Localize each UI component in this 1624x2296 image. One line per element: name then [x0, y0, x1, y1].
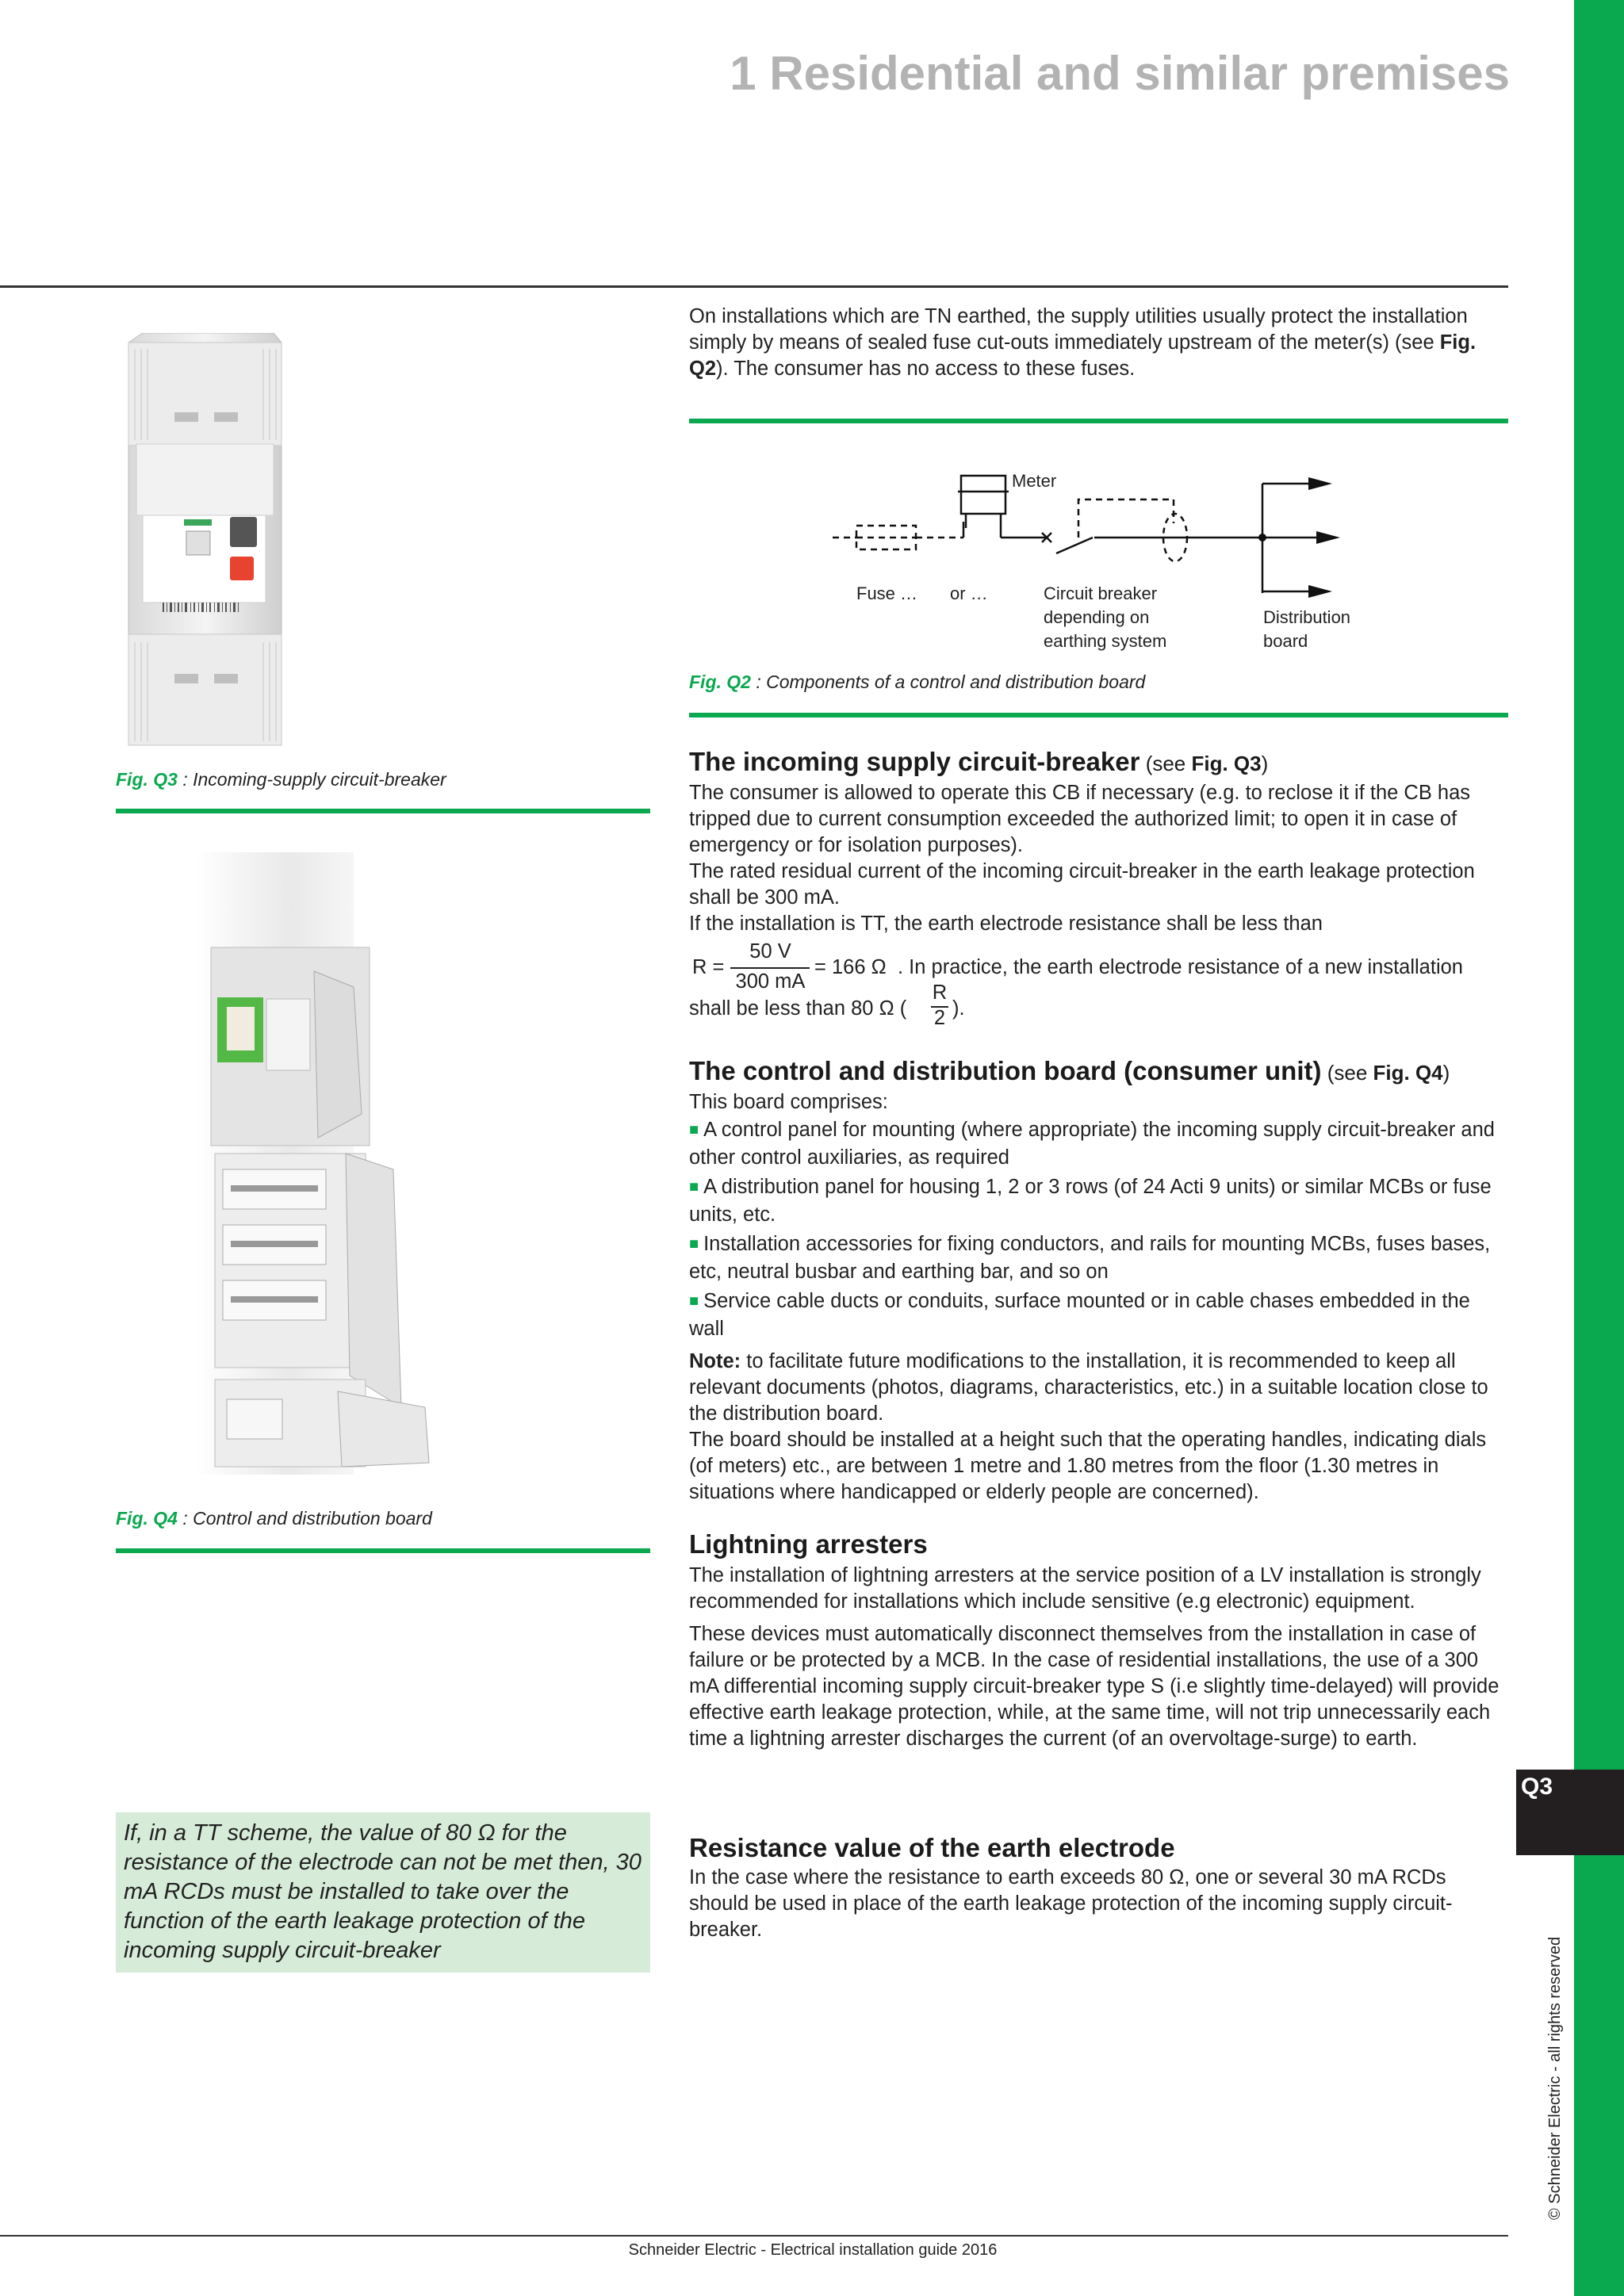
section-incoming-cb-p1: The consumer is allowed to operate this CB if necessary (e.g. to reclose it if the CB has tripped due to current consumption exceeded the authorized limit; to open it in case of emergency or for isolation purposes). [689, 782, 1471, 856]
db-label-1: Distribution [1263, 607, 1351, 627]
chapter-title: 1 Residential and similar premises [730, 47, 1510, 100]
formula-line-2: shall be less than 80 Ω ( R 2 ). [689, 982, 965, 1029]
fuse-label: Fuse … [856, 584, 918, 603]
cb-label-2: depending on [1044, 607, 1150, 627]
section-incoming-cb-p3: If the installation is TT, the earth electrode resistance shall be less than [689, 913, 1323, 935]
fig-q3-image [119, 333, 289, 749]
fig-q4-image [116, 852, 449, 1475]
page-footer: Schneider Electric - Electrical installation guide 2016 [628, 2241, 998, 2259]
page-tab-label: Q3 [1521, 1774, 1553, 1800]
intro-paragraph: On installations which are TN earthed, the supply utilities usually protect the installation simply by means of sealed fuse cut-outs immediately upstream of the meter(s) (see Fig. Q2). The consumer has no access to these fuses. [689, 305, 1477, 380]
fig-q2-bottom-rule [689, 713, 1508, 718]
or-label: or … [950, 584, 988, 603]
cb-label-1: Circuit breaker [1044, 584, 1158, 603]
section-incoming-cb-p2: The rated residual current of the incoming circuit-breaker in the earth leakage protection shall be 300 mA. [689, 860, 1475, 909]
bullet-item: ■ Service cable ducts or conduits, surface mounted or in cable chases embedded in the wall [689, 1288, 1510, 1342]
db-label-2: board [1263, 631, 1308, 651]
section-earth-electrode-title: Resistance value of the earth electrode [689, 1833, 1175, 1862]
board-height-paragraph: The board should be installed at a height such that the operating handles, indicating dials (of meters) etc., are between 1 metre and 1.80 metres from the floor (1.30 metres in situations where handicapped or elderly people are concerned). [689, 1429, 1487, 1503]
section-lightning-arresters [689, 1528, 1510, 1752]
lightning-p1: The installation of lightning arresters at the service position of a LV installation is strongly recommended for installations which include sensitive (e.g electronic) equipment. [689, 1564, 1481, 1613]
section-lightning-arresters-title: Lightning arresters [689, 1529, 928, 1559]
fig-q3-caption: Fig. Q3 : Incoming-supply circuit-breaker [116, 769, 446, 790]
section-distribution-board-title: The control and distribution board (consumer unit) (see Fig. Q4) [689, 1056, 1450, 1085]
section-distribution-board [689, 1054, 1510, 1506]
meter-label: Meter [1012, 471, 1057, 491]
bullet-item: ■ A control panel for mounting (where appropriate) the incoming supply circuit-breaker and other control auxiliaries, as required [689, 1117, 1510, 1171]
footer-rule [0, 2235, 1508, 2237]
fig-q2-top-rule [689, 419, 1508, 423]
side-green-bar [1574, 0, 1624, 2296]
formula-line: R = 50 V 300 mA = 166 Ω . In practice, the earth electrode resistance of a new installation [692, 940, 1463, 993]
bullet-item: ■ A distribution panel for housing 1, 2 or 3 rows (of 24 Acti 9 units) or similar MCBs or fuse units, etc. [689, 1174, 1510, 1228]
cb-label-3: earthing system [1044, 631, 1167, 651]
earth-electrode-p1: In the case where the resistance to earth exceeds 80 Ω, one or several 30 mA RCDs should be used in place of the earth leakage protection of the incoming supply circuit-breaker. [689, 1866, 1453, 1941]
fig-q3-rule [116, 809, 650, 813]
lightning-p2: These devices must automatically disconnect themselves from the installation in case of failure or be protected by a MCB. In the case of residential installations, the use of a 300 mA differential incoming supply circuit-breaker type S (i.e slightly time-delayed) will provide effective earth leakage protection, while, at the same time, will not trip unnecessarily each time a lightning arrester discharges the current (of an overvoltage-surge) to earth. [689, 1623, 1500, 1750]
fig-q2-diagram [825, 468, 1380, 658]
tt-scheme-note: If, in a TT scheme, the value of 80 Ω for the resistance of the electrode can not be met then, 30 mA RCDs must be installed to take over the function of the earth leakage protection of the incoming supply circuit-breaker [116, 1812, 650, 1973]
fig-q4-caption: Fig. Q4 : Control and distribution board [116, 1508, 432, 1529]
section-earth-electrode [689, 1831, 1510, 1943]
header-rule [0, 285, 1508, 288]
copyright-notice: © Schneider Electric - all rights reserved [1546, 1936, 1564, 2220]
section-distribution-board-intro: This board comprises: [689, 1091, 888, 1113]
note-paragraph: Note: to facilitate future modifications to the installation, it is recommended to keep all relevant documents (photos, diagrams, characteristics, etc.) in a suitable location close to the distribution board. [689, 1350, 1488, 1425]
bullet-item: ■ Installation accessories for fixing conductors, and rails for mounting MCBs, fuses bases, etc, neutral busbar and earthing bar, and so on [689, 1231, 1510, 1285]
fig-q4-rule [116, 1548, 650, 1553]
page-tab [1516, 1770, 1624, 1855]
fig-q2-caption: Fig. Q2 : Components of a control and distribution board [689, 672, 1146, 692]
section-incoming-cb-title: The incoming supply circuit-breaker (see Fig. Q3) [689, 747, 1269, 776]
section-incoming-cb [689, 745, 1510, 1029]
